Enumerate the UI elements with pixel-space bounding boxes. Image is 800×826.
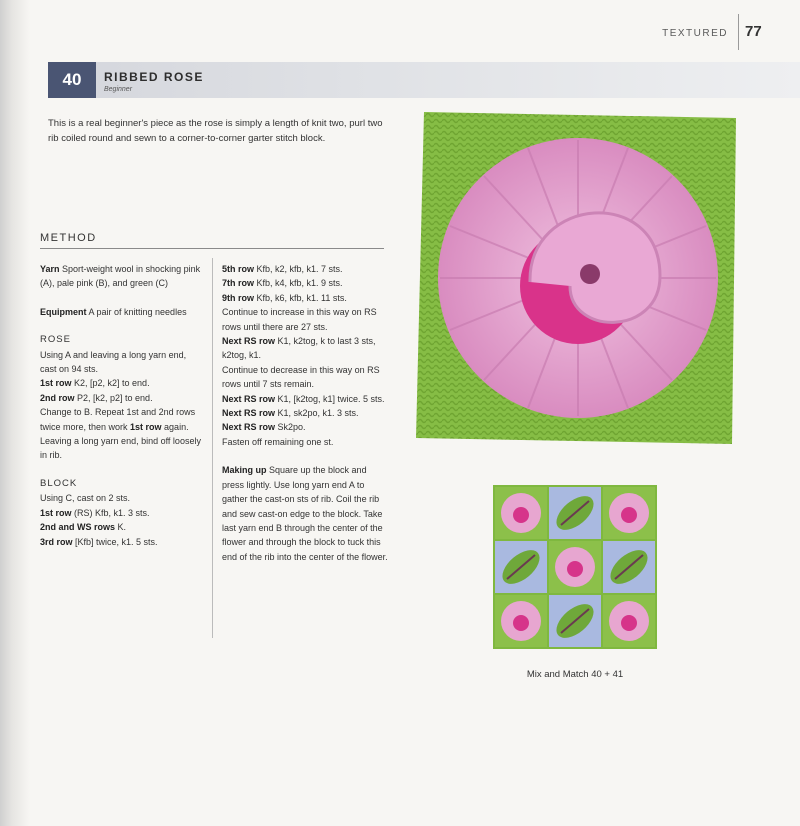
block-row-3: 3rd row [Kfb] twice, k1. 5 sts.	[40, 536, 158, 547]
rose-row-1: 1st row K2, [p2, k2] to end.	[40, 378, 150, 389]
method-heading: METHOD	[40, 232, 97, 244]
block-next-row-1: Next RS row K1, k2tog, k to last 3 sts, k2tog, k1.	[222, 336, 376, 361]
swatch-caption: Mix and Match 40 + 41	[526, 669, 624, 680]
method-divider	[40, 248, 384, 249]
making-up: Making up Square up the block and press lightly. Use long yarn end A to gather the cast-on sts of rib. Coil the rib and sew cast-on edge to the block. Take last yarn end B through the center of the flower and through the block to tuck this end of the rib into the center of the flower.	[222, 465, 388, 562]
page-gutter	[0, 0, 30, 826]
block-row-2: 2nd and WS rows K.	[40, 522, 127, 533]
block-heading: BLOCK	[40, 477, 78, 489]
block-row-5: 5th row Kfb, k2, kfb, k1. 7 sts.	[222, 264, 343, 274]
rose-square	[603, 487, 655, 539]
header-divider	[738, 14, 739, 50]
block-next-row-4: Next RS row Sk2po.	[222, 422, 306, 433]
intro-text: This is a real beginner's piece as the rose is simply a length of knit two, purl two rib coiled round and sewn to a corner-to-corner garter stitch block.	[48, 118, 383, 144]
block-row-9: 9th row Kfb, k6, kfb, k1. 11 sts.	[222, 292, 347, 303]
block-row-1: 1st row (RS) Kfb, k1. 3 sts.	[40, 507, 150, 518]
ribbed-rose-photo	[410, 106, 740, 446]
mix-and-match-swatch	[493, 485, 657, 649]
leaf-square	[549, 595, 601, 647]
pattern-title: RIBBED ROSE	[104, 70, 204, 84]
block-fasten-off: Fasten off remaining one st.	[222, 436, 334, 447]
rose-heading: ROSE	[40, 334, 71, 346]
rose-bind-off: Leaving a long yarn end, bind off loosely in rib.	[40, 436, 201, 461]
rose-square	[549, 541, 601, 593]
rose-intro: Using A and leaving a long yarn end, cast on 94 sts.	[40, 349, 187, 375]
block-increase: Continue to increase in this way on RS rows until there are 27 sts.	[222, 307, 377, 332]
column-divider	[212, 258, 213, 638]
rose-repeat: Change to B. Repeat 1st and 2nd rows twice more, then work 1st row again.	[40, 407, 196, 432]
instructions-column-right	[222, 262, 388, 564]
rose-square	[495, 595, 547, 647]
rose-square	[495, 487, 547, 539]
block-decrease: Continue to decrease in this way on RS rows until 7 sts remain.	[222, 364, 380, 390]
instructions-column-left	[40, 262, 205, 549]
leaf-square	[603, 541, 655, 593]
leaf-square	[495, 541, 547, 593]
rose-row-2: 2nd row P2, [k2, p2] to end.	[40, 392, 153, 403]
page-number: 77	[745, 23, 762, 40]
block-intro: Using C, cast on 2 sts.	[40, 493, 131, 504]
pattern-number: 40	[48, 62, 96, 98]
block-next-row-3: Next RS row K1, sk2po, k1. 3 sts.	[222, 408, 359, 419]
equipment-line: Equipment A pair of knitting needles	[40, 306, 187, 317]
leaf-square	[549, 487, 601, 539]
section-label: TEXTURED	[662, 28, 728, 39]
difficulty-label: Beginner	[104, 86, 133, 93]
block-row-7: 7th row Kfb, k4, kfb, k1. 9 sts.	[222, 278, 343, 289]
block-next-row-2: Next RS row K1, [k2tog, k1] twice. 5 sts.	[222, 393, 385, 404]
rose-square	[603, 595, 655, 647]
yarn-line: Yarn Sport-weight wool in shocking pink (A), pale pink (B), and green (C)	[40, 264, 201, 289]
